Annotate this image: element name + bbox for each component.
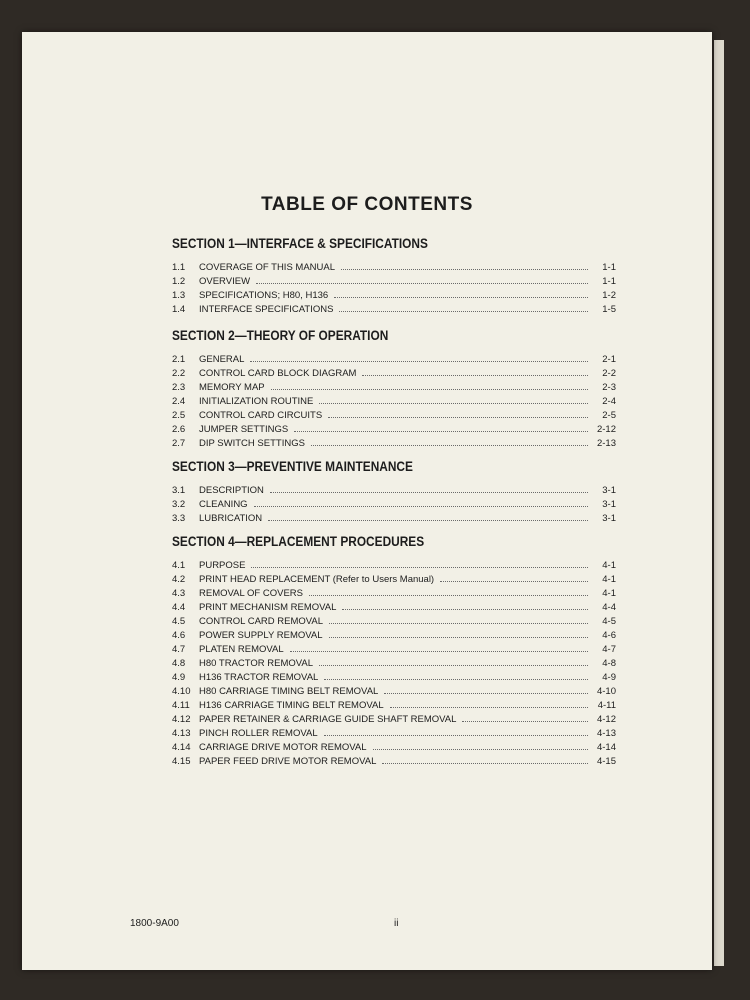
entry-title: CLEANING [199,499,248,510]
entry-title: PRINT MECHANISM REMOVAL [199,602,337,613]
entry-page: 4-10 [596,686,616,697]
dot-leader [251,558,588,568]
section-4 [172,532,616,768]
dot-leader [341,260,588,270]
entry-title: PRINT HEAD REPLACEMENT (Refer to Users Manual) [199,574,435,585]
entry-title: OVERVIEW [199,276,251,287]
entry-number: 4.10 [172,686,191,697]
toc-entry [172,408,616,422]
entry-title: PINCH ROLLER REMOVAL [199,728,318,739]
toc-entry [172,274,616,288]
entry-page: 4-12 [596,714,616,725]
toc-entry [172,712,616,726]
toc-entry [172,572,616,586]
entry-page: 2-12 [596,424,616,435]
entry-title: REMOVAL OF COVERS [199,588,303,599]
entry-title: DESCRIPTION [199,485,264,496]
entry-page: 4-8 [602,658,616,669]
section-3 [172,457,616,525]
dot-leader [390,698,588,708]
entry-title: H136 TRACTOR REMOVAL [199,672,319,683]
dot-leader [294,422,588,432]
entry-page: 4-15 [596,756,616,767]
entry-number: 4.15 [172,756,191,767]
entry-page: 4-14 [596,742,616,753]
toc-entry [172,511,616,525]
entry-page: 2-2 [602,368,616,379]
dot-leader [309,586,588,596]
entry-number: 1.1 [172,262,186,273]
dot-leader [319,656,588,666]
dot-leader [254,497,588,507]
section-2 [172,326,616,450]
entry-title: GENERAL [199,354,245,365]
entry-page: 4-13 [596,728,616,739]
dot-leader [384,684,588,694]
entry-page: 4-4 [602,602,616,613]
entry-number: 2.6 [172,424,186,435]
entry-title: INITIALIZATION ROUTINE [199,396,314,407]
dot-leader [270,483,588,493]
page-title: TABLE OF CONTENTS [261,194,473,215]
entry-page: 3-1 [602,499,616,510]
entry-page: 4-1 [602,574,616,585]
entry-title: MEMORY MAP [199,382,265,393]
dot-leader [290,642,588,652]
section-title: SECTION 1—INTERFACE & SPECIFICATIONS [172,236,428,251]
entry-page: 1-1 [602,276,616,287]
entry-title: PAPER RETAINER & CARRIAGE GUIDE SHAFT REMOVAL [199,714,457,725]
toc-entry [172,726,616,740]
dot-leader [319,394,588,404]
entry-title: INTERFACE SPECIFICATIONS [199,304,334,315]
toc-entry [172,558,616,572]
entry-number: 4.8 [172,658,186,669]
entry-number: 1.3 [172,290,186,301]
dot-leader [382,754,588,764]
entry-page: 4-11 [597,700,616,711]
entry-number: 2.2 [172,368,186,379]
toc-entry [172,642,616,656]
entry-page: 3-1 [602,485,616,496]
entry-page: 2-1 [602,354,616,365]
section-title: SECTION 4—REPLACEMENT PROCEDURES [172,534,425,549]
entry-number: 3.3 [172,513,186,524]
entry-number: 4.2 [172,574,186,585]
entry-title: H80 TRACTOR REMOVAL [199,658,314,669]
page-edge [714,40,724,966]
entry-title: PAPER FEED DRIVE MOTOR REMOVAL [199,756,377,767]
entry-number: 2.7 [172,438,186,449]
entry-number: 4.7 [172,644,186,655]
page-number: ii [394,918,399,929]
entry-number: 4.5 [172,616,186,627]
toc-entry [172,394,616,408]
toc-entry [172,600,616,614]
entry-page: 2-3 [602,382,616,393]
entry-number: 1.2 [172,276,186,287]
entry-title: COVERAGE OF THIS MANUAL [199,262,336,273]
entry-page: 2-4 [602,396,616,407]
entry-page: 4-9 [602,672,616,683]
toc-entry [172,288,616,302]
entry-page: 1-1 [602,262,616,273]
dot-leader [256,274,588,284]
entry-page: 2-5 [602,410,616,421]
entry-page: 2-13 [596,438,616,449]
section-1 [172,234,616,316]
entry-title: POWER SUPPLY REMOVAL [199,630,323,641]
entry-number: 4.11 [172,700,190,711]
entry-number: 4.14 [172,742,191,753]
entry-number: 4.4 [172,602,186,613]
entry-number: 4.3 [172,588,186,599]
toc-entry [172,497,616,511]
entry-title: PLATEN REMOVAL [199,644,284,655]
toc-entry [172,698,616,712]
dot-leader [342,600,588,610]
section-title: SECTION 3—PREVENTIVE MAINTENANCE [172,459,413,474]
toc-entry [172,302,616,316]
entry-title: JUMPER SETTINGS [199,424,289,435]
toc-entry [172,656,616,670]
section-title: SECTION 2—THEORY OF OPERATION [172,328,389,343]
entry-page: 3-1 [602,513,616,524]
entry-number: 2.1 [172,354,186,365]
dot-leader [250,352,588,362]
entry-number: 4.12 [172,714,191,725]
toc-entry [172,483,616,497]
entry-title: SPECIFICATIONS; H80, H136 [199,290,329,301]
dot-leader [329,628,588,638]
dot-leader [462,712,588,722]
document-code: 1800-9A00 [130,918,179,929]
entry-title: PURPOSE [199,560,246,571]
toc-entry [172,422,616,436]
entry-page: 4-1 [602,588,616,599]
entry-number: 4.1 [172,560,186,571]
toc-entry [172,366,616,380]
toc-entry [172,740,616,754]
document-page [22,32,712,970]
dot-leader [324,670,588,680]
entry-page: 1-5 [602,304,616,315]
entry-number: 2.5 [172,410,186,421]
dot-leader [362,366,588,376]
dot-leader [328,408,588,418]
toc-entry [172,670,616,684]
entry-number: 4.9 [172,672,186,683]
toc-entry [172,754,616,768]
toc-entry [172,380,616,394]
entry-title: CONTROL CARD REMOVAL [199,616,324,627]
entry-number: 4.13 [172,728,191,739]
entry-page: 4-6 [602,630,616,641]
toc-entry [172,628,616,642]
entry-page: 4-5 [602,616,616,627]
entry-title: CONTROL CARD CIRCUITS [199,410,323,421]
dot-leader [271,380,588,390]
entry-page: 4-7 [602,644,616,655]
toc-entry [172,586,616,600]
dot-leader [440,572,588,582]
entry-title: DIP SWITCH SETTINGS [199,438,305,449]
entry-number: 1.4 [172,304,186,315]
entry-title: CARRIAGE DRIVE MOTOR REMOVAL [199,742,367,753]
dot-leader [334,288,588,298]
entry-title: H80 CARRIAGE TIMING BELT REMOVAL [199,686,379,697]
dot-leader [329,614,588,624]
toc-entry [172,352,616,366]
dot-leader [268,511,588,521]
dot-leader [339,302,588,312]
entry-title: LUBRICATION [199,513,263,524]
entry-number: 2.3 [172,382,186,393]
entry-page: 4-1 [602,560,616,571]
entry-number: 2.4 [172,396,186,407]
dot-leader [311,436,588,446]
dot-leader [324,726,588,736]
entry-number: 3.1 [172,485,186,496]
toc-entry [172,684,616,698]
toc-entry [172,260,616,274]
entry-number: 4.6 [172,630,186,641]
toc-entry [172,436,616,450]
dot-leader [373,740,588,750]
entry-title: CONTROL CARD BLOCK DIAGRAM [199,368,357,379]
entry-title: H136 CARRIAGE TIMING BELT REMOVAL [199,700,384,711]
entry-page: 1-2 [602,290,616,301]
entry-number: 3.2 [172,499,186,510]
toc-entry [172,614,616,628]
